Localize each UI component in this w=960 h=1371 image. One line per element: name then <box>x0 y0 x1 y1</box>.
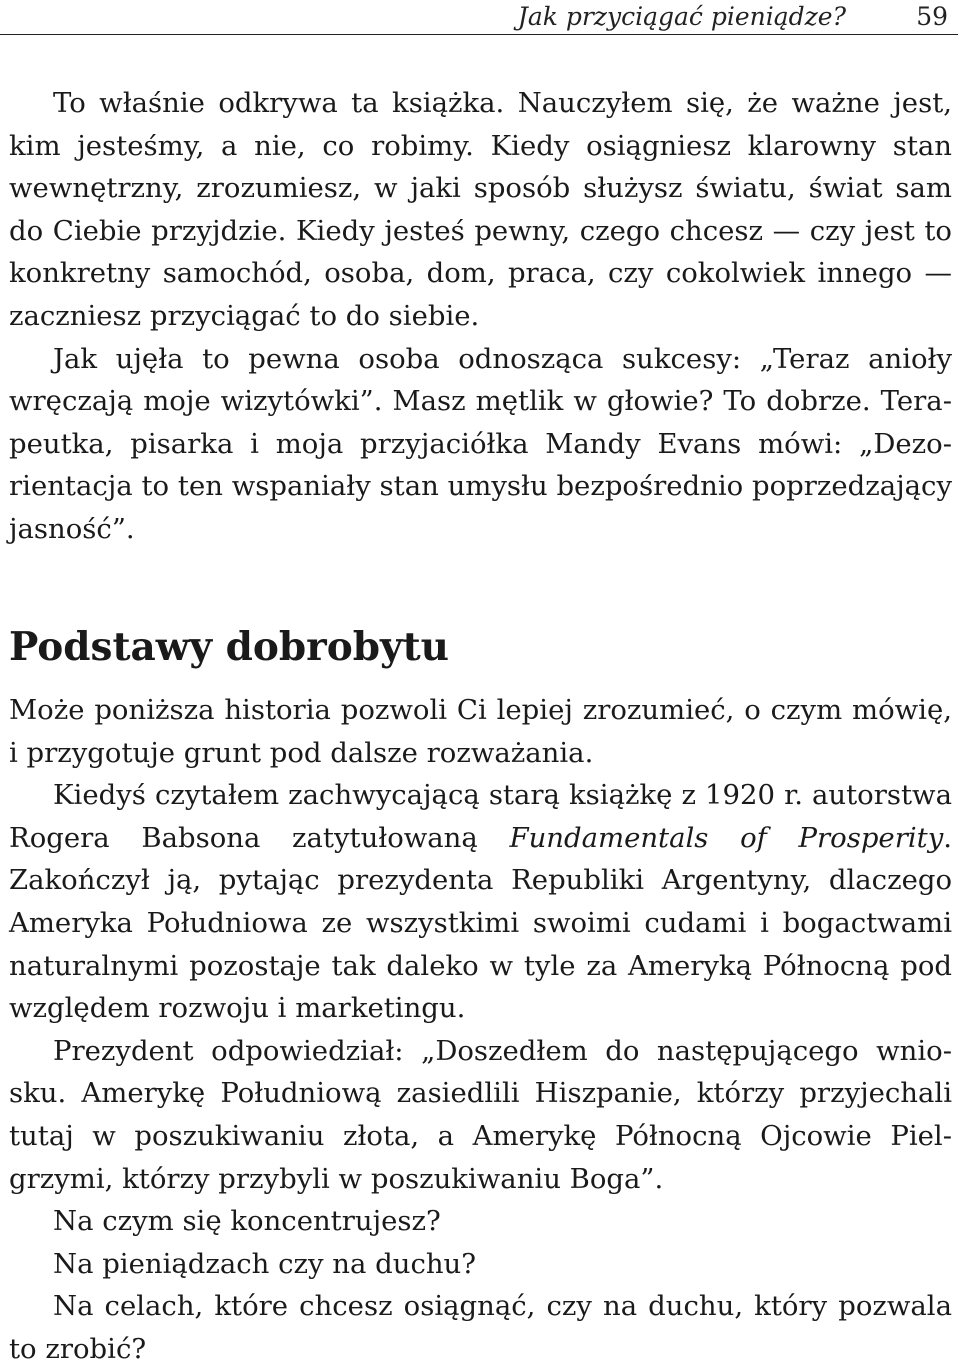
text-run: Kiedyś czytałem zachwycającą starą książkę z 1920 r. autorstwa Rogera Babsona zatytułowaną <box>9 779 952 854</box>
paragraph: Może poniższa historia pozwoli Ci lepiej zrozumieć, o czym mówię, i przygotuje grunt pod dalsze rozważania. <box>9 694 952 769</box>
paragraph: Prezydent odpowiedział: „Doszedłem do następującego wniosku. Amerykę Południową zasiedlili Hiszpanie, którzy przyjechali tutaj w poszukiwaniu złota, a Amerykę Północną Ojcowie Pielgrzymi, którzy przybyli w poszukiwaniu Boga”. <box>9 1034 952 1195</box>
intro-text <box>9 82 952 551</box>
paragraph: Na czym się koncentrujesz? <box>53 1205 441 1238</box>
section-heading: Podstawy dobrobytu <box>9 624 450 670</box>
page-number: 59 <box>916 2 948 31</box>
text-run: . Zakończył ją, pytając prezydenta Republiki Argentyny, dlaczego Ameryka Południowa ze wszystkimi swoimi cudami i bogactwami naturalnymi pozostaje tak daleko w tyle za Ameryką Północną pod względem rozwoju i marketingu. <box>9 821 952 1025</box>
paragraph: Jak ujęła to pewna osoba odnosząca sukcesy: „Teraz anioły wręczają moje wizytówki”. Masz mętlik w głowie? To dobrze. Terapeutka, pisarka i moja przyjaciółka Mandy Evans mówi: „Dezorientacja to ten wspaniały stan umysłu bezpośrednio poprzedzający jasność”. <box>9 342 952 545</box>
paragraph: To właśnie odkrywa ta książka. Nauczyłem się, że ważne jest, kim jesteśmy, a nie, co robimy. Kiedy osiągniesz klarowny stan wewnętrzny, zrozumiesz, w jaki sposób służysz światu, świat sam do Ciebie przyjdzie. Kiedy jesteś pewny, czego chcesz — czy jest to konkretny samochód, osoba, dom, praca, czy cokolwiek innego — zaczniesz przyciągać to do siebie. <box>9 87 952 332</box>
paragraph: Na celach, które chcesz osiągnąć, czy na duchu, który pozwala to zrobić? <box>9 1290 952 1365</box>
paragraph: Na pieniądzach czy na duchu? <box>53 1247 477 1280</box>
paragraph <box>9 774 952 1030</box>
running-title: Jak przyciągać pieniądze? <box>517 2 846 31</box>
running-header <box>0 0 958 35</box>
book-title: Fundamentals of Prosperity <box>509 821 944 854</box>
section-text <box>9 689 952 1371</box>
